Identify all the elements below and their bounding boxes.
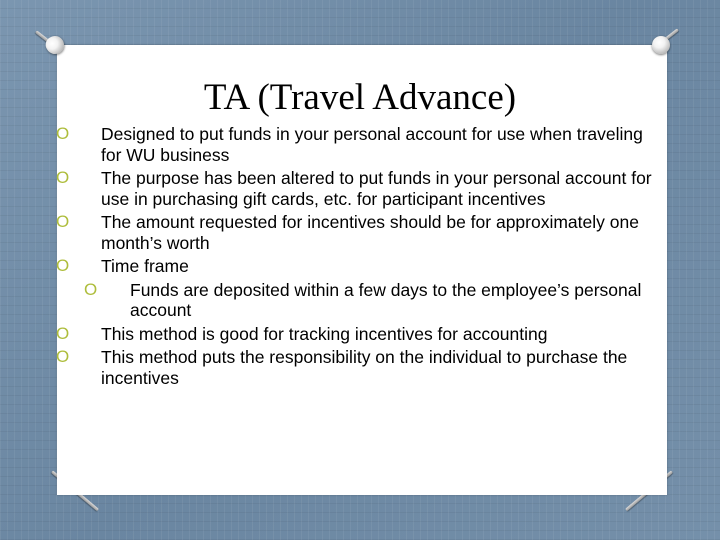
bullet-marker-icon: O bbox=[56, 124, 70, 143]
bullet-text: Time frame bbox=[101, 256, 189, 276]
bullet-list bbox=[56, 124, 656, 391]
sub-bullet-item bbox=[56, 280, 656, 321]
bullet-text: The amount requested for incentives should be for approximately one month’s worth bbox=[101, 212, 639, 253]
bullet-text: Funds are deposited within a few days to the employee’s personal account bbox=[130, 279, 642, 320]
bullet-marker-icon: O bbox=[56, 168, 70, 187]
bullet-item bbox=[56, 347, 656, 388]
bullet-text: This method is good for tracking incentives for accounting bbox=[101, 323, 548, 344]
bullet-marker-icon: O bbox=[56, 212, 70, 231]
bullet-item bbox=[56, 212, 656, 253]
pin-icon-top-right bbox=[652, 36, 670, 54]
bullet-marker-icon: O bbox=[56, 347, 70, 366]
bullet-marker-icon: O bbox=[56, 256, 70, 275]
bullet-item bbox=[56, 256, 656, 277]
bullet-text: The purpose has been altered to put funds in your personal account for use in purchasing gift cards, etc. for participant incentives bbox=[101, 168, 652, 209]
bullet-marker-icon: O bbox=[56, 323, 70, 343]
bullet-item bbox=[56, 324, 656, 345]
bullet-marker-icon: O bbox=[84, 279, 98, 299]
bullet-text: This method puts the responsibility on the individual to purchase the incentives bbox=[101, 347, 628, 388]
bullet-item bbox=[56, 168, 656, 209]
bullet-item bbox=[56, 124, 656, 165]
bullet-text: Designed to put funds in your personal account for use when traveling for WU business bbox=[101, 124, 643, 165]
slide-title: TA (Travel Advance) bbox=[203, 77, 517, 118]
